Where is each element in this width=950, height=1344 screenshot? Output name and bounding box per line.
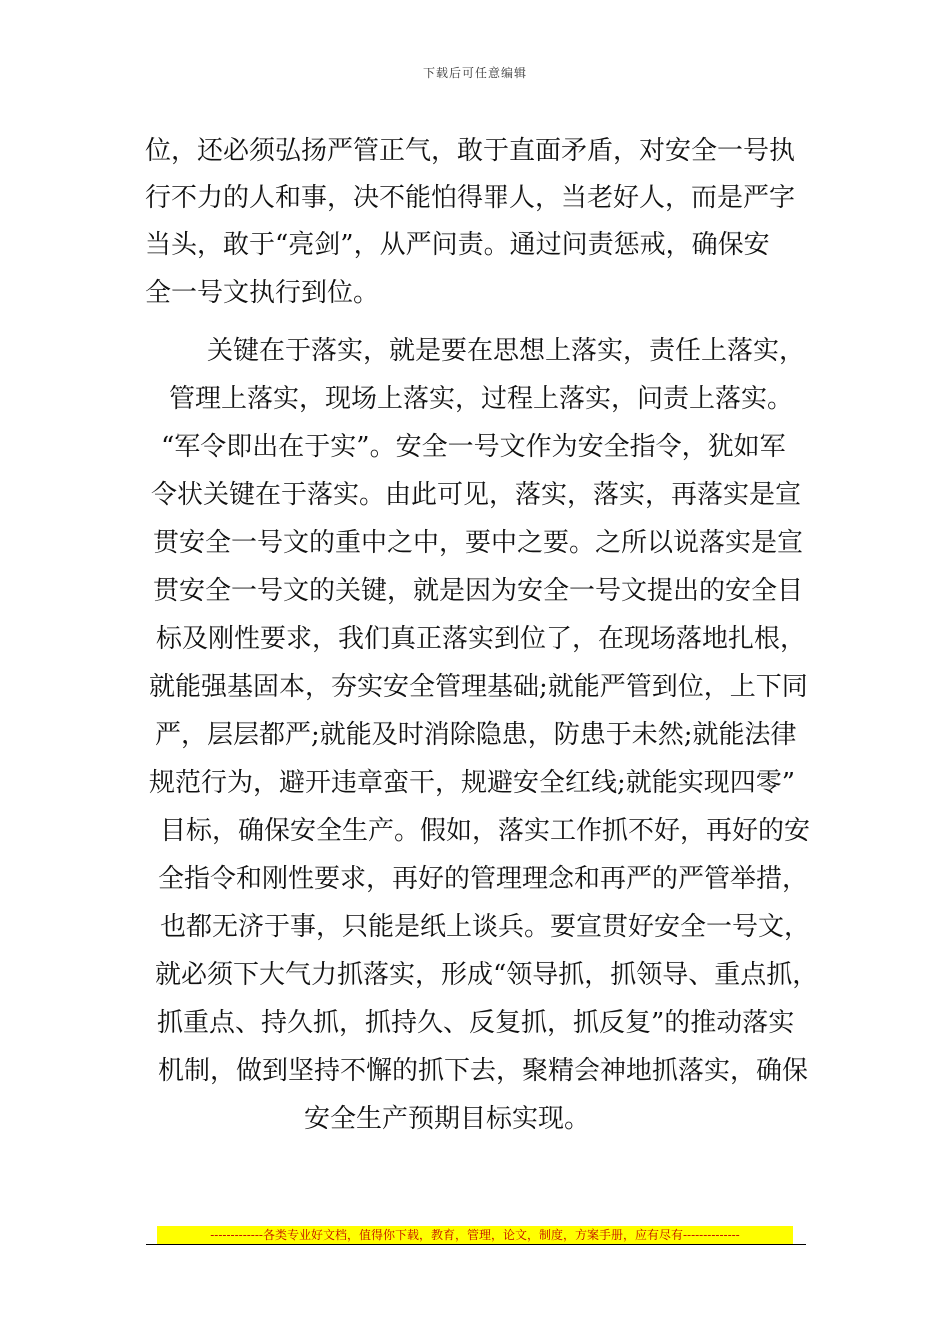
paragraph1-line-3: 当头，敢于“亮剑”，从严问责。通过问责惩戒，确保安 <box>145 230 770 260</box>
paragraph2-line-11: 目标，确保安全生产。假如，落实工作抓不好，再好的安 <box>160 816 811 846</box>
paragraph2-line-8: 就能强基固本，夯实安全管理基础;就能严管到位，上下同 <box>149 672 808 702</box>
header-note: 下载后可任意编辑 <box>422 66 527 80</box>
paragraph2-line-14: 就必须下大气力抓落实，形成“领导抓，抓领导、重点抓， <box>155 960 819 990</box>
paragraph2-line-13: 也都无济于事，只能是纸上谈兵。要宣贯好安全一号文， <box>160 912 811 942</box>
paragraph2-line-6: 贯安全一号文的关键，就是因为安全一号文提出的安全目 <box>153 576 804 606</box>
paragraph2-line-9: 严，层层都严;就能及时消除隐患，防患于未然;就能法律 <box>155 720 797 750</box>
paragraph1-line-2: 行不力的人和事，决不能怕得罪人，当老好人，而是严字 <box>145 183 796 213</box>
paragraph2-line-17: 安全生产预期目标实现。 <box>304 1104 591 1134</box>
paragraph2-line-7: 标及刚性要求，我们真正落实到位了，在现场落地扎根， <box>156 624 807 654</box>
paragraph2-line-12: 全指令和刚性要求，再好的管理理念和再严的严管举措， <box>158 864 809 894</box>
paragraph2-line-4: 令状关键在于落实。由此可见，落实，落实，再落实是宣 <box>151 480 802 510</box>
paragraph2-line-3: “军令即出在于实”。安全一号文作为安全指令，犹如军 <box>161 432 786 462</box>
footer-banner: -------------各类专业好文档，值得你下载，教育，管理，论文，制度，方案手册，应有尽有-------------- <box>157 1226 793 1244</box>
paragraph2-line-10: 规范行为，避开违章蛮干，规避安全红线;就能实现四零” <box>149 768 796 798</box>
footer-divider <box>146 1244 806 1245</box>
paragraph1-line-4: 全一号文执行到位。 <box>145 278 380 308</box>
paragraph2-line-16: 机制，做到坚持不懈的抓下去，聚精会神地抓落实，确保 <box>158 1056 809 1086</box>
paragraph2-line-2: 管理上落实，现场上落实，过程上落实，问责上落实。 <box>169 384 794 414</box>
paragraph2-line-15: 抓重点、持久抓，抓持久、反复抓，抓反复”的推动落实 <box>157 1008 795 1038</box>
paragraph2-line-1: 关键在于落实，就是要在思想上落实，责任上落实， <box>207 336 806 366</box>
paragraph1-line-1: 位，还必须弘扬严管正气，敢于直面矛盾，对安全一号执 <box>145 136 796 166</box>
paragraph2-line-5: 贯安全一号文的重中之中，要中之要。之所以说落实是宣 <box>153 528 804 558</box>
